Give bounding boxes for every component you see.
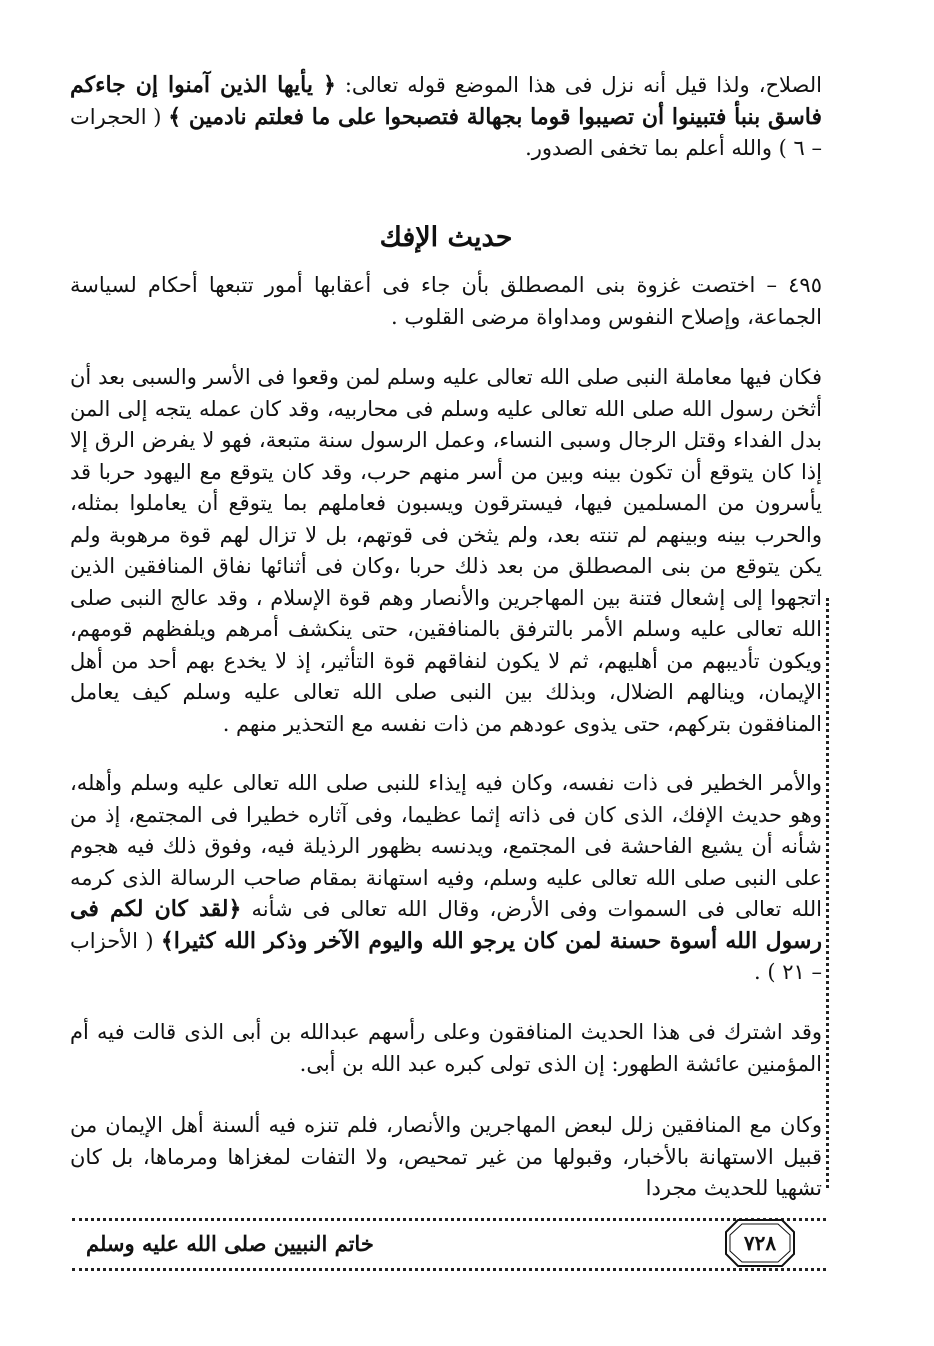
paragraph-believers	[70, 1110, 822, 1205]
paragraph-text	[70, 270, 822, 333]
paragraph-hypocrites	[70, 1017, 822, 1080]
quran-quote: ﴿ يأيها الذين آمنوا إن جاءكم فاسق بنبأ فتبينوا أن تصيبوا قوما بجهالة فتصبحوا على ما فعلتم نادمين ﴾	[70, 72, 822, 130]
paragraph-text	[70, 768, 822, 989]
text-run: وقد اشترك فى هذا الحديث المنافقون وعلى رأسهم عبدالله بن أبى الذى قالت فيه أم المؤمنين عائشة الطهور: إن الذى تولى كبره عبد الله بن أبى.	[70, 1020, 822, 1076]
text-run: فكان فيها معاملة النبى صلى الله تعالى عليه وسلم لمن وقعوا فى الأسر والسبى بعد أن أثخن رسول الله صلى الله تعالى عليه وسلم فى محاربيه، وقد كان عمله يتجه إلى المن بدل الفداء وقتل الرجال وسبى النساء، وعمل الرسول سنة متبعة، فهو لا يفرض الرق إلا إذا كان يتوقع أن تكون بينه وبين من أسر منهم حرب، وقد كان يتوقع مع اليهود حربا قد يأسرون من المسلمين فيها، فيسترقون ويسبون فعاملهم بما يتوقع أن يعاملوا بمثله، والحرب بينه وبينهم لم تنته بعد، ولم يثخن فى قوتهم، بل لا تزال لهم قوة مرهوبة ولم يكن يتوقع من بنى المصطلق من بعد ذلك حربا ،وكان فى أثنائها نفاق المنافقين الذين اتجهوا إلى إشعال فتنة بين المهاجرين والأنصار وهم قوة الإسلام ، وقد عالج النبى صلى الله تعالى عليه وسلم الأمر بالترفق بالمنافقين، حتى ينكشف أمرهم ويلفظهم قومهم، ويكون تأديبهم من أهليهم، ثم لا يكون لنفاقهم قوة التأثير، إذ لا يخدع بهم أحد من أهل الإيمان، وينالهم الضلال، وبذلك بين النبى صلى الله تعالى عليه وسلم كيف يعامل المنافقون بتركهم، حتى يذوى عودهم من ذات نفسه مع التحذير منهم .	[70, 365, 822, 736]
text-run: الصلاح، ولذا قيل أنه نزل فى هذا الموضع قوله تعالى:	[335, 73, 823, 97]
quran-quote: ﴿لقد كان لكم فى رسول الله أسوة حسنة لمن كان يرجو الله واليوم الآخر وذكر الله كثيرا﴾	[70, 896, 822, 954]
text-run: والأمر الخطير فى ذات نفسه، وكان فيه إيذاء للنبى صلى الله تعالى عليه وسلم وأهله، وهو حديث الإفك، الذى كان فى ذاته إثما عظيما، وفى آثاره خطيرا فى المجتمع، إذ من شأنه أن يشيع الفاحشة فى المجتمع، ويدنسه بظهور الرذيلة فيه، وفوق ذلك فيه هجوم على النبى صلى الله تعالى عليه وسلم، وفيه استهانة بمقام صاحب الرسالة الذى كرمه الله تعالى فى السموات وفى الأرض، وقال الله تعالى فى شأنه	[70, 771, 822, 921]
paragraph-495	[70, 270, 822, 333]
paragraph-captives	[70, 362, 822, 740]
paragraph-intro	[70, 70, 822, 165]
footer-rule-bottom	[72, 1268, 826, 1271]
footer-rule-top	[72, 1218, 826, 1221]
section-heading: حديث الإفك	[379, 222, 513, 253]
paragraph-text	[70, 1110, 822, 1205]
footer-book-title: خاتم النبيين صلى الله عليه وسلم	[86, 1231, 374, 1256]
text-run: وكان مع المنافقين زلل لبعض المهاجرين والأنصار، فلم تنزه فيه ألسنة أهل الإيمان من قبيل الاستهانة بالأخبار، وقبولها من غير تمحيص، ولا التفات لمغزاها ومرماها، بل كان تشهيا للحديث مجردا	[70, 1113, 822, 1200]
paragraph-ifk	[70, 768, 822, 989]
paragraph-text	[70, 362, 822, 740]
page-number-badge	[724, 1218, 796, 1268]
text-run: ٤٩٥ – اختصت غزوة بنى المصطلق بأن جاء فى أعقابها أمور تتبعها أحكام لسياسة الجماعة، وإصلاح النفوس ومداواة مرضى القلوب .	[70, 273, 822, 329]
page-number: ٧٢٨	[743, 1231, 777, 1255]
text-run: ( الأحزاب – ٢١ ) .	[70, 928, 822, 984]
paragraph-text	[70, 70, 822, 165]
paragraph-text	[70, 1017, 822, 1080]
text-run: ( الحجرات – ٦ ) والله أعلم بما تخفى الصدور.	[70, 104, 822, 160]
margin-dotted-rule	[826, 598, 829, 1188]
